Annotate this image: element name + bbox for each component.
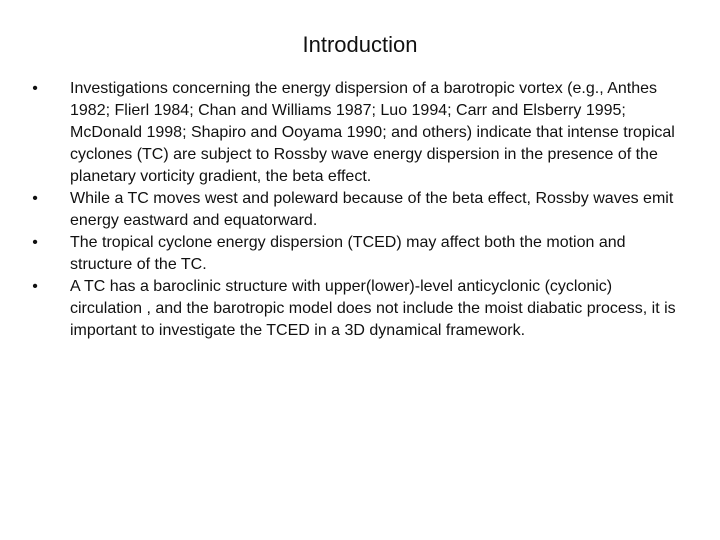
bullet-dot-icon: • <box>32 278 38 295</box>
bullet-list <box>28 78 688 342</box>
bullet-text-4: A TC has a baroclinic structure with upper(lower)-level anticyclonic (cyclonic) circulation , and the barotropic model does not include the moist diabatic process, it is important to investigate the TCED in a 3D dynamical framework. <box>70 278 676 339</box>
bullet-dot-icon: • <box>32 234 38 251</box>
bullet-item-1 <box>28 78 688 188</box>
bullet-dot-icon: • <box>32 190 38 207</box>
bullet-text-2: While a TC moves west and poleward because of the beta effect, Rossby waves emit energy eastward and equatorward. <box>70 190 674 229</box>
bullet-dot-icon: • <box>32 80 38 97</box>
bullet-item-4 <box>28 276 688 342</box>
bullet-item-3 <box>28 232 688 276</box>
slide-title: Introduction <box>302 32 418 57</box>
bullet-text-3: The tropical cyclone energy dispersion (TCED) may affect both the motion and structure of the TC. <box>70 234 626 273</box>
bullet-item-2 <box>28 188 688 232</box>
bullet-text-1: Investigations concerning the energy dispersion of a barotropic vortex (e.g., Anthes 1982; Flierl 1984; Chan and Williams 1987; Luo 1994; Carr and Elsberry 1995; McDonald 1998; Shapiro and Ooyama 1990; and others) indicate that intense tropical cyclones (TC) are subject to Rossby wave energy dispersion in the presence of the planetary vorticity gradient, the beta effect. <box>70 80 675 185</box>
